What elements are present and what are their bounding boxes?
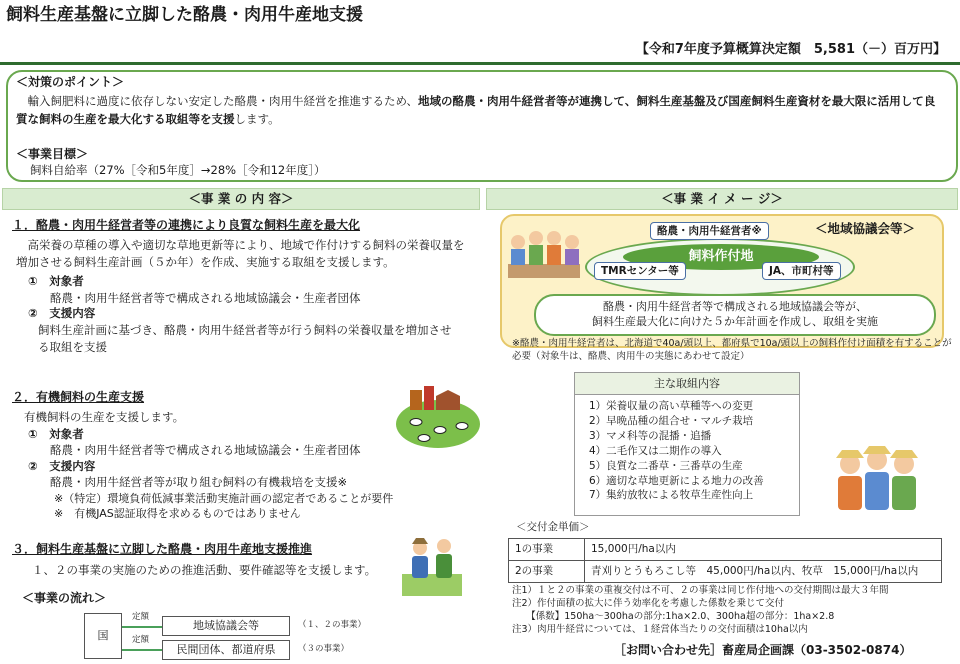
list-item: 5）良質な二番草・三番草の生産 [589,459,743,472]
section2-intro: 有機飼料の生産を支援します。 [24,410,185,424]
pill-tmr-center: TMRセンター等 [594,262,686,280]
rates-table [508,538,942,583]
rate-value: 15,000円/ha以内 [585,539,942,561]
flow-box-prefecture: 民間団体、都道府県 [162,640,290,660]
pill-ja-municipality: JA、市町村等 [762,262,841,280]
rate-name: 1の事業 [509,539,585,561]
points-body-bold: 地域の酪農・肉用牛経営者等が連携して、飼料生産基盤及び国産飼料生産資材を最大限に活用して良質な飼料の生産を最大化する取組等を支援 [16,94,936,126]
points-body-text: 輸入飼肥料に過度に依存しない安定した酪農・肉用牛経営を推進するため、 [16,94,419,108]
organic-farm-illustration [396,384,480,448]
budget-amount: 【令和7年度予算概算決定額 5,581（－）百万円】 [635,42,946,57]
farmer-group-illustration [832,446,922,510]
five-year-plan-box [534,294,936,336]
list-item: 6）適切な草地更新による地力の改善 [589,474,764,487]
content-header: ＜事 業 の 内 容＞ [2,188,480,210]
plan-line-2: 飼料生産最大化に向けた５か年計画を作成し、取組を実施 [592,314,878,328]
rates-title: ＜交付金単価＞ [516,521,590,533]
flow-note-1: （１、２の事業） [298,620,367,630]
flow-arrow-1 [122,626,162,628]
points-body [16,93,946,129]
table-row [509,561,942,583]
flow-note-2: （３の事業） [298,644,350,654]
plan-line-1: 酪農・肉用牛経営者等で構成される地域協議会等が、 [603,300,867,313]
section2-target-text: 酪農・肉用牛経営者等で構成される地域協議会・生産者団体 [50,443,361,457]
flow-origin-national: 国 [84,613,122,659]
actions-list [575,395,799,503]
section1-target-text: 酪農・肉用牛経営者等で構成される地域協議会・生産者団体 [50,291,361,305]
list-item: 3）マメ科等の混播・追播 [589,429,712,442]
goal-body: 飼料自給率（27%［令和5年度］→28%［令和12年度］） [30,163,326,177]
rate-value: 青刈りとうもろこし等 45,000円/ha以内、牧草 15,000円/ha以内 [585,561,942,583]
section1-title: １．酪農・肉用牛経営者等の連携により良質な飼料生産を最大化 [12,218,361,232]
flow-tag-2: 定額 [132,635,150,645]
meeting-people-illustration [504,224,584,290]
points-heading: ＜対策のポイント＞ [16,75,125,89]
section2-target-label: ① 対象者 [28,427,84,441]
flow-heading: ＜事業の流れ＞ [22,591,107,605]
actions-heading: 主な取組内容 [575,373,799,395]
section1-support-text: 飼料生産計画に基づき、酪農・肉用牛経営者等が行う飼料の栄養収量を増加させる取組を支援 [38,323,452,355]
flow-box-council: 地域協議会等 [162,616,290,636]
note-2: 注2）作付面積の拡大に伴う効率化を考慮した係数を乗じて交付 [512,598,785,610]
goal-heading: ＜事業目標＞ [16,147,89,161]
regional-council-heading: ＜地域協議会等＞ [815,221,916,236]
list-item: 7）集約放牧による牧草生産性向上 [589,489,754,502]
section3-title: ３．飼料生産基盤に立脚した酪農・肉用牛産地支援推進 [12,542,313,556]
section2-support-label: ② 支援内容 [28,459,96,473]
note-1: 注1）１と２の事業の重複交付は不可、２の事業は同じ作付地への交付期間は最大３年間 [512,585,889,596]
points-body-end: します。 [234,111,280,126]
note-2-coefficient: 【係数】150ha～300haの部分:1ha×2.0、300ha超の部分：1ha×2.8 [512,611,835,623]
note-3: 注3）肉用牛経営については、１経営体当たりの交付面積は10ha以内 [512,624,808,636]
list-item: 2）早晩品種の組合せ・マルチ栽培 [589,414,754,427]
flow-arrow-2 [122,649,162,651]
section2-note2: ※ 有機JAS認証取得を求めるものではありません [54,507,301,520]
flow-tag-1: 定額 [132,612,150,622]
farmers-illustration [402,534,462,596]
page-title: 飼料生産基盤に立脚した酪農・肉用牛産地支援 [6,5,363,25]
section2-support-text: 酪農・肉用牛経営者等が取り組む飼料の有機栽培を支援※ [50,475,348,489]
notes [512,584,952,636]
feed-field-label: 飼料作付地 [623,244,819,270]
section3-intro: １、２の事業の実施のための推進活動、要件確認等を支援します。 [32,563,377,577]
section2-title: ２．有機飼料の生産支援 [12,390,145,404]
section1-intro: 高栄養の草種の導入や適切な草地更新等により、地域で作付けする飼料の栄養収量を増加させる飼料生産計画（５か年）を作成、実施する取組を支援します。 [16,238,465,270]
list-item: 4）二毛作又は二期作の導入 [589,444,722,457]
section2-note1: ※（特定）環境負荷低減事業活動実施計画の認定者であることが要件 [54,492,394,505]
illustration-note: ※酪農・肉用牛経営者は、北海道で40a/頭以上、都府県で10a/頭以上の飼料作付け面積を有することが必要（対象牛は、酪農、肉用牛の実態にあわせて設定） [512,338,952,362]
contact-info: ［お問い合わせ先］畜産局企画課（03-3502-0874） [614,643,912,657]
section1-target-label: ① 対象者 [28,274,84,288]
list-item: 1）栄養収量の高い草種等への変更 [589,400,754,412]
title-divider [0,62,960,65]
main-actions-box [574,372,800,516]
table-row [509,539,942,561]
pill-dairy-farmers: 酪農・肉用牛経営者※ [650,222,769,240]
rate-name: 2の事業 [509,561,585,583]
section1-support-label: ② 支援内容 [28,306,96,320]
image-header: ＜事 業 イ メ ー ジ＞ [486,188,958,210]
